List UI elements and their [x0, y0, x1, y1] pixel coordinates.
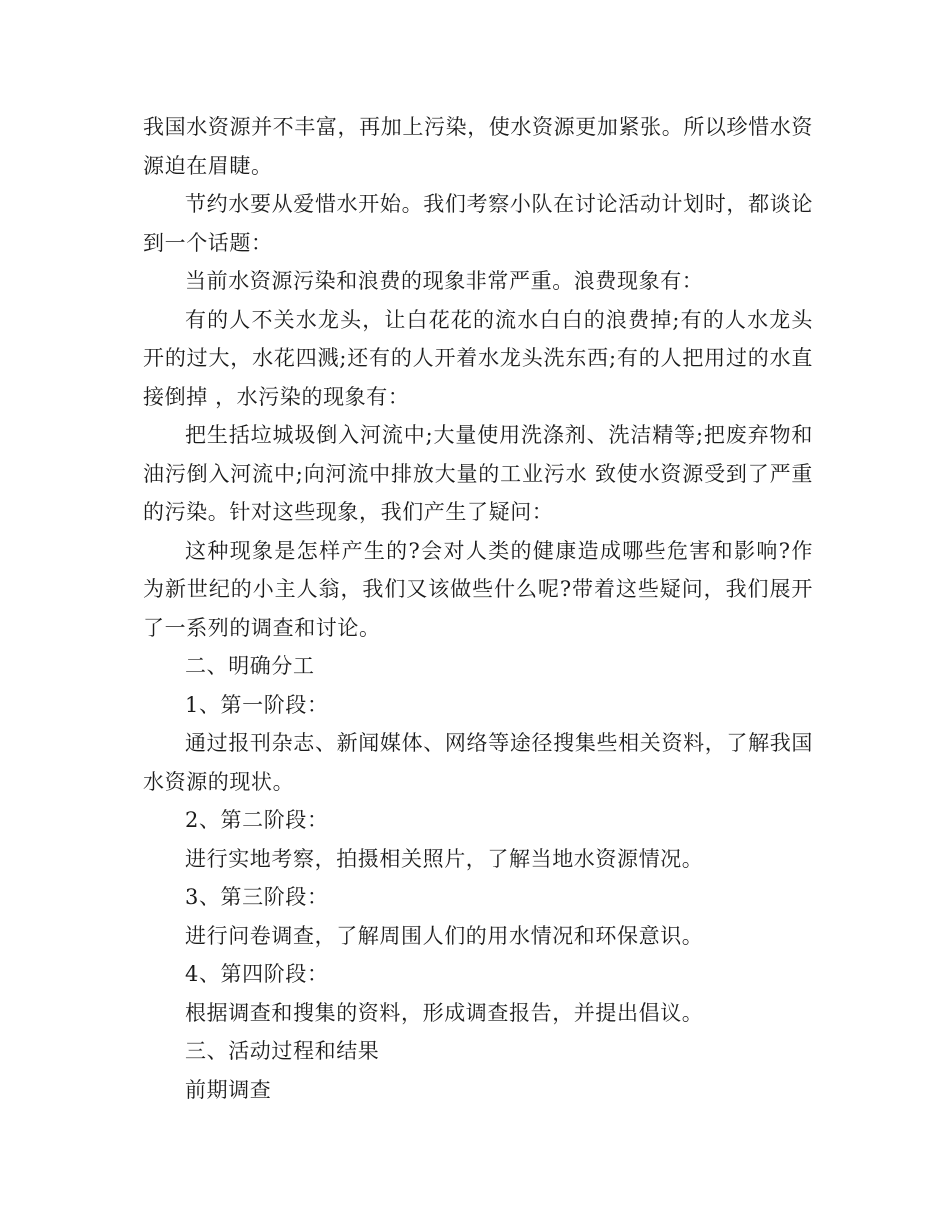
paragraph: 我国水资源并不丰富，再加上污染，使水资源更加紧张。所以珍惜水资源迫在眉睫。	[143, 115, 813, 178]
stage-heading: 4、第四阶段：	[185, 962, 329, 986]
paragraph: 这种现象是怎样产生的?会对人类的健康造成哪些危害和影响?作为新世纪的小主人翁，我们又该做些什么呢?带着这些疑问，我们展开了一系列的调查和讨论。	[143, 538, 813, 640]
section-heading: 二、明确分工	[185, 654, 315, 678]
paragraph: 根据调查和搜集的资料，形成调查报告，并提出倡议。	[185, 1000, 704, 1025]
paragraph: 进行实地考察，拍摄相关照片，了解当地水资源情况。	[185, 846, 704, 871]
stage-heading: 2、第二阶段：	[185, 808, 329, 832]
document-page	[143, 108, 813, 1109]
stage-heading: 3、第三阶段：	[185, 885, 329, 909]
paragraph: 通过报刊杂志、新闻媒体、网络等途径搜集些相关资料，了解我国水资源的现状。	[143, 731, 813, 794]
paragraph: 进行问卷调查，了解周围人们的用水情况和环保意识。	[185, 923, 704, 948]
paragraph: 把生括垃城圾倒入河流中;大量使用洗涤剂、洗洁精等;把废弃物和油污倒入河流中;向河流中排放大量的工业污水 致使水资源受到了严重的污染。针对这些现象，我们产生了疑问：	[143, 423, 813, 524]
paragraph: 有的人不关水龙头，让白花花的流水白白的浪费掉;有的人水龙头开的过大，水花四溅;还有的人开着水龙头洗东西;有的人把用过的水直接倒掉 ，水污染的现象有：	[143, 307, 813, 409]
section-heading: 三、活动过程和结果	[185, 1039, 380, 1063]
subsection-heading: 前期调查	[185, 1077, 272, 1102]
paragraph: 当前水资源污染和浪费的现象非常严重。浪费现象有：	[185, 269, 704, 293]
stage-heading: 1、第一阶段：	[185, 692, 329, 717]
paragraph: 节约水要从爱惜水开始。我们考察小队在讨论活动计划时，都谈论到一个话题：	[143, 192, 813, 255]
